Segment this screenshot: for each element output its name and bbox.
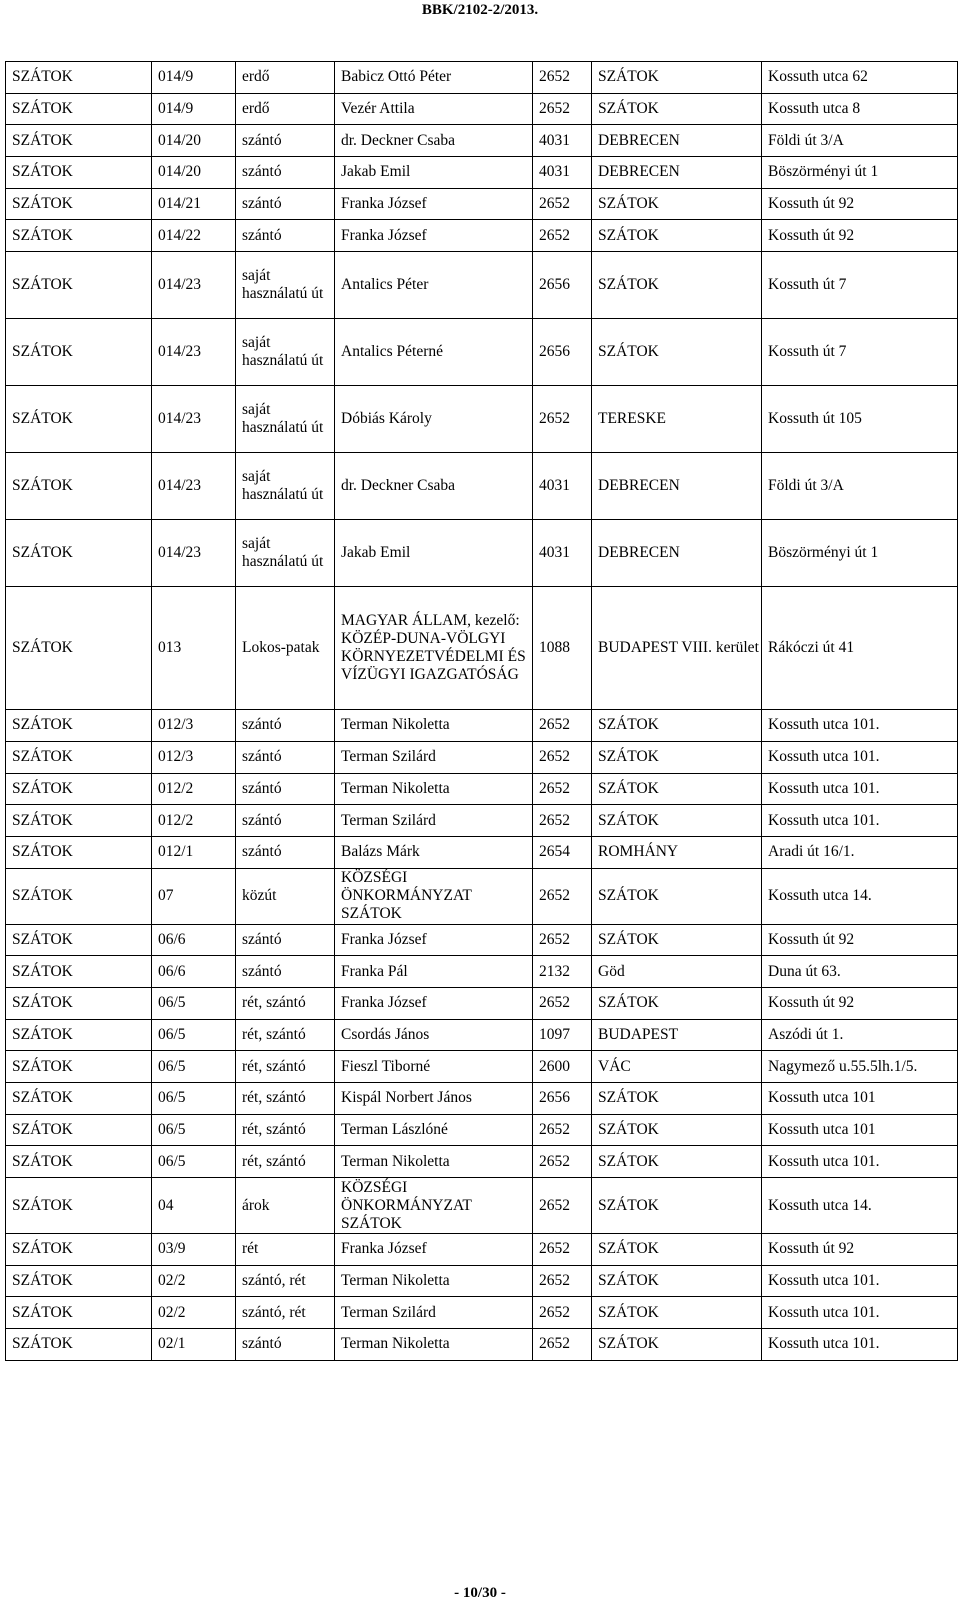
- settlement-cell: SZÁTOK: [6, 773, 152, 805]
- settlement-cell: SZÁTOK: [6, 1114, 152, 1146]
- parcel-cell: 014/23: [152, 453, 236, 520]
- cultivation-cell: szántó: [236, 1329, 335, 1361]
- table-row: [6, 1178, 958, 1234]
- zip-cell: 2654: [533, 836, 592, 868]
- city-cell: BUDAPEST: [592, 1019, 762, 1051]
- zip-cell: 2652: [533, 741, 592, 773]
- parcel-cell: 014/9: [152, 93, 236, 125]
- address-cell: Kossuth utca 101.: [762, 1265, 958, 1297]
- settlement-cell: SZÁTOK: [6, 587, 152, 710]
- address-cell: Aradi út 16/1.: [762, 836, 958, 868]
- parcel-cell: 06/5: [152, 1019, 236, 1051]
- city-cell: SZÁTOK: [592, 1265, 762, 1297]
- city-cell: SZÁTOK: [592, 924, 762, 956]
- owner-cell: Jakab Emil: [335, 520, 533, 587]
- city-cell: SZÁTOK: [592, 773, 762, 805]
- address-cell: Duna út 63.: [762, 956, 958, 988]
- zip-cell: 2652: [533, 1178, 592, 1234]
- table-row: [6, 1297, 958, 1329]
- parcel-cell: 012/2: [152, 773, 236, 805]
- table-row: [6, 386, 958, 453]
- owner-cell: Dóbiás Károly: [335, 386, 533, 453]
- cultivation-cell: szántó: [236, 956, 335, 988]
- city-cell: SZÁTOK: [592, 1178, 762, 1234]
- settlement-cell: SZÁTOK: [6, 1019, 152, 1051]
- owner-cell: Kispál Norbert János: [335, 1083, 533, 1115]
- city-cell: BUDAPEST VIII. kerület: [592, 587, 762, 710]
- city-cell: SZÁTOK: [592, 62, 762, 94]
- cultivation-cell: saját használatú út: [236, 252, 335, 319]
- city-cell: SZÁTOK: [592, 220, 762, 252]
- cultivation-cell: szántó: [236, 773, 335, 805]
- cultivation-cell: árok: [236, 1178, 335, 1234]
- zip-cell: 2652: [533, 805, 592, 837]
- city-cell: SZÁTOK: [592, 805, 762, 837]
- address-cell: Nagymező u.55.5lh.1/5.: [762, 1051, 958, 1083]
- settlement-cell: SZÁTOK: [6, 956, 152, 988]
- address-cell: Kossuth út 7: [762, 252, 958, 319]
- parcel-cell: 02/2: [152, 1265, 236, 1297]
- owner-cell: Fieszl Tiborné: [335, 1051, 533, 1083]
- zip-cell: 2652: [533, 987, 592, 1019]
- settlement-cell: SZÁTOK: [6, 386, 152, 453]
- city-cell: VÁC: [592, 1051, 762, 1083]
- city-cell: SZÁTOK: [592, 741, 762, 773]
- settlement-cell: SZÁTOK: [6, 1051, 152, 1083]
- owner-cell: Terman Nikoletta: [335, 773, 533, 805]
- table-row: [6, 520, 958, 587]
- table-row: [6, 319, 958, 386]
- cultivation-cell: szántó: [236, 710, 335, 742]
- address-cell: Kossuth utca 101.: [762, 710, 958, 742]
- table-row: [6, 157, 958, 189]
- table-row: [6, 220, 958, 252]
- zip-cell: 2600: [533, 1051, 592, 1083]
- parcel-cell: 06/6: [152, 956, 236, 988]
- address-cell: Kossuth utca 101.: [762, 1297, 958, 1329]
- parcel-cell: 06/5: [152, 987, 236, 1019]
- address-cell: Kossuth utca 101: [762, 1083, 958, 1115]
- city-cell: SZÁTOK: [592, 868, 762, 924]
- table-row: [6, 1051, 958, 1083]
- owners-table: [5, 61, 958, 1361]
- cultivation-cell: saját használatú út: [236, 319, 335, 386]
- owner-cell: Balázs Márk: [335, 836, 533, 868]
- cultivation-cell: szántó: [236, 741, 335, 773]
- parcel-cell: 014/21: [152, 188, 236, 220]
- address-cell: Kossuth utca 101.: [762, 773, 958, 805]
- address-cell: Földi út 3/A: [762, 125, 958, 157]
- city-cell: SZÁTOK: [592, 1329, 762, 1361]
- city-cell: ROMHÁNY: [592, 836, 762, 868]
- table-row: [6, 987, 958, 1019]
- cultivation-cell: Lokos-patak: [236, 587, 335, 710]
- settlement-cell: SZÁTOK: [6, 805, 152, 837]
- address-cell: Kossuth utca 8: [762, 93, 958, 125]
- owner-cell: Terman Szilárd: [335, 1297, 533, 1329]
- parcel-cell: 06/5: [152, 1146, 236, 1178]
- city-cell: SZÁTOK: [592, 987, 762, 1019]
- table-row: [6, 1083, 958, 1115]
- settlement-cell: SZÁTOK: [6, 93, 152, 125]
- zip-cell: 2652: [533, 1114, 592, 1146]
- settlement-cell: SZÁTOK: [6, 453, 152, 520]
- zip-cell: 4031: [533, 157, 592, 189]
- owner-cell: Babicz Ottó Péter: [335, 62, 533, 94]
- cultivation-cell: szántó: [236, 220, 335, 252]
- owner-cell: Terman Szilárd: [335, 805, 533, 837]
- owner-cell: KÖZSÉGI ÖNKORMÁNYZAT SZÁTOK: [335, 1178, 533, 1234]
- address-cell: Kossuth út 92: [762, 1234, 958, 1266]
- zip-cell: 2652: [533, 1234, 592, 1266]
- address-cell: Kossuth út 92: [762, 220, 958, 252]
- zip-cell: 2132: [533, 956, 592, 988]
- table-row: [6, 1114, 958, 1146]
- owner-cell: Franka Pál: [335, 956, 533, 988]
- address-cell: Kossuth utca 14.: [762, 868, 958, 924]
- settlement-cell: SZÁTOK: [6, 1178, 152, 1234]
- zip-cell: 1097: [533, 1019, 592, 1051]
- zip-cell: 2652: [533, 386, 592, 453]
- cultivation-cell: rét, szántó: [236, 1146, 335, 1178]
- parcel-cell: 014/9: [152, 62, 236, 94]
- parcel-cell: 06/5: [152, 1114, 236, 1146]
- city-cell: SZÁTOK: [592, 93, 762, 125]
- city-cell: SZÁTOK: [592, 1234, 762, 1266]
- table-row: [6, 1329, 958, 1361]
- city-cell: SZÁTOK: [592, 1146, 762, 1178]
- settlement-cell: SZÁTOK: [6, 125, 152, 157]
- parcel-cell: 02/1: [152, 1329, 236, 1361]
- settlement-cell: SZÁTOK: [6, 987, 152, 1019]
- address-cell: Kossuth utca 101.: [762, 805, 958, 837]
- settlement-cell: SZÁTOK: [6, 520, 152, 587]
- cultivation-cell: szántó, rét: [236, 1297, 335, 1329]
- owner-cell: Franka József: [335, 987, 533, 1019]
- city-cell: SZÁTOK: [592, 188, 762, 220]
- address-cell: Böszörményi út 1: [762, 520, 958, 587]
- table-row: [6, 188, 958, 220]
- city-cell: SZÁTOK: [592, 710, 762, 742]
- zip-cell: 2652: [533, 93, 592, 125]
- zip-cell: 2652: [533, 868, 592, 924]
- address-cell: Kossuth út 92: [762, 987, 958, 1019]
- zip-cell: 2656: [533, 1083, 592, 1115]
- owner-cell: Franka József: [335, 220, 533, 252]
- address-cell: Kossuth utca 101.: [762, 1329, 958, 1361]
- table-row: [6, 741, 958, 773]
- parcel-cell: 012/3: [152, 710, 236, 742]
- table-row: [6, 93, 958, 125]
- zip-cell: 2652: [533, 1146, 592, 1178]
- parcel-cell: 014/23: [152, 252, 236, 319]
- table-row: [6, 868, 958, 924]
- city-cell: DEBRECEN: [592, 157, 762, 189]
- owner-cell: Terman Nikoletta: [335, 1146, 533, 1178]
- table-row: [6, 805, 958, 837]
- address-cell: Kossuth út 92: [762, 924, 958, 956]
- settlement-cell: SZÁTOK: [6, 741, 152, 773]
- zip-cell: 4031: [533, 453, 592, 520]
- address-cell: Kossuth út 7: [762, 319, 958, 386]
- zip-cell: 2652: [533, 220, 592, 252]
- zip-cell: 2652: [533, 710, 592, 742]
- parcel-cell: 014/20: [152, 125, 236, 157]
- parcel-cell: 07: [152, 868, 236, 924]
- parcel-cell: 014/20: [152, 157, 236, 189]
- parcel-cell: 012/1: [152, 836, 236, 868]
- zip-cell: 2652: [533, 1265, 592, 1297]
- table-row: [6, 587, 958, 710]
- cultivation-cell: szántó: [236, 836, 335, 868]
- table-row: [6, 956, 958, 988]
- settlement-cell: SZÁTOK: [6, 62, 152, 94]
- city-cell: DEBRECEN: [592, 520, 762, 587]
- parcel-cell: 013: [152, 587, 236, 710]
- cultivation-cell: szántó: [236, 157, 335, 189]
- owner-cell: KÖZSÉGI ÖNKORMÁNYZAT SZÁTOK: [335, 868, 533, 924]
- parcel-cell: 04: [152, 1178, 236, 1234]
- cultivation-cell: rét: [236, 1234, 335, 1266]
- address-cell: Aszódi út 1.: [762, 1019, 958, 1051]
- settlement-cell: SZÁTOK: [6, 1329, 152, 1361]
- zip-cell: 4031: [533, 125, 592, 157]
- parcel-cell: 014/23: [152, 319, 236, 386]
- city-cell: Göd: [592, 956, 762, 988]
- city-cell: DEBRECEN: [592, 453, 762, 520]
- cultivation-cell: szántó: [236, 924, 335, 956]
- city-cell: SZÁTOK: [592, 1083, 762, 1115]
- zip-cell: 2652: [533, 773, 592, 805]
- address-cell: Kossuth utca 101: [762, 1114, 958, 1146]
- parcel-cell: 06/6: [152, 924, 236, 956]
- owner-cell: Terman Lászlóné: [335, 1114, 533, 1146]
- cultivation-cell: erdő: [236, 62, 335, 94]
- settlement-cell: SZÁTOK: [6, 868, 152, 924]
- parcel-cell: 014/23: [152, 386, 236, 453]
- table-row: [6, 773, 958, 805]
- cultivation-cell: szántó: [236, 188, 335, 220]
- settlement-cell: SZÁTOK: [6, 1083, 152, 1115]
- cultivation-cell: rét, szántó: [236, 1051, 335, 1083]
- owners-table-body: [6, 62, 958, 1361]
- table-row: [6, 62, 958, 94]
- cultivation-cell: rét, szántó: [236, 1083, 335, 1115]
- zip-cell: 2656: [533, 252, 592, 319]
- parcel-cell: 014/22: [152, 220, 236, 252]
- settlement-cell: SZÁTOK: [6, 1265, 152, 1297]
- settlement-cell: SZÁTOK: [6, 924, 152, 956]
- settlement-cell: SZÁTOK: [6, 157, 152, 189]
- owner-cell: Csordás János: [335, 1019, 533, 1051]
- cultivation-cell: erdő: [236, 93, 335, 125]
- address-cell: Rákóczi út 41: [762, 587, 958, 710]
- city-cell: SZÁTOK: [592, 252, 762, 319]
- settlement-cell: SZÁTOK: [6, 319, 152, 386]
- table-row: [6, 252, 958, 319]
- parcel-cell: 02/2: [152, 1297, 236, 1329]
- owner-cell: Franka József: [335, 1234, 533, 1266]
- zip-cell: 4031: [533, 520, 592, 587]
- settlement-cell: SZÁTOK: [6, 836, 152, 868]
- zip-cell: 2652: [533, 62, 592, 94]
- parcel-cell: 012/3: [152, 741, 236, 773]
- address-cell: Kossuth utca 101.: [762, 741, 958, 773]
- address-cell: Böszörményi út 1: [762, 157, 958, 189]
- cultivation-cell: rét, szántó: [236, 1114, 335, 1146]
- table-row: [6, 1265, 958, 1297]
- owner-cell: Franka József: [335, 188, 533, 220]
- city-cell: SZÁTOK: [592, 1297, 762, 1329]
- table-row: [6, 710, 958, 742]
- address-cell: Földi út 3/A: [762, 453, 958, 520]
- cultivation-cell: saját használatú út: [236, 453, 335, 520]
- city-cell: DEBRECEN: [592, 125, 762, 157]
- cultivation-cell: szántó, rét: [236, 1265, 335, 1297]
- settlement-cell: SZÁTOK: [6, 252, 152, 319]
- owner-cell: Antalics Péterné: [335, 319, 533, 386]
- address-cell: Kossuth utca 14.: [762, 1178, 958, 1234]
- cultivation-cell: saját használatú út: [236, 386, 335, 453]
- settlement-cell: SZÁTOK: [6, 1146, 152, 1178]
- table-row: [6, 924, 958, 956]
- city-cell: SZÁTOK: [592, 1114, 762, 1146]
- parcel-cell: 06/5: [152, 1083, 236, 1115]
- cultivation-cell: rét, szántó: [236, 1019, 335, 1051]
- owner-cell: Jakab Emil: [335, 157, 533, 189]
- table-row: [6, 1234, 958, 1266]
- owner-cell: MAGYAR ÁLLAM, kezelő: KÖZÉP-DUNA-VÖLGYI KÖRNYEZETVÉDELMI ÉS VÍZÜGYI IGAZGATÓSÁG: [335, 587, 533, 710]
- address-cell: Kossuth út 92: [762, 188, 958, 220]
- zip-cell: 1088: [533, 587, 592, 710]
- owner-cell: Terman Szilárd: [335, 741, 533, 773]
- cultivation-cell: rét, szántó: [236, 987, 335, 1019]
- zip-cell: 2652: [533, 1297, 592, 1329]
- address-cell: Kossuth utca 62: [762, 62, 958, 94]
- zip-cell: 2652: [533, 1329, 592, 1361]
- table-row: [6, 1019, 958, 1051]
- zip-cell: 2652: [533, 188, 592, 220]
- city-cell: SZÁTOK: [592, 319, 762, 386]
- settlement-cell: SZÁTOK: [6, 188, 152, 220]
- cultivation-cell: szántó: [236, 805, 335, 837]
- parcel-cell: 06/5: [152, 1051, 236, 1083]
- settlement-cell: SZÁTOK: [6, 710, 152, 742]
- table-row: [6, 1146, 958, 1178]
- owner-cell: Terman Nikoletta: [335, 710, 533, 742]
- document-reference: BBK/2102-2/2013.: [421, 2, 539, 18]
- owner-cell: dr. Deckner Csaba: [335, 125, 533, 157]
- table-row: [6, 125, 958, 157]
- parcel-cell: 014/23: [152, 520, 236, 587]
- address-cell: Kossuth út 105: [762, 386, 958, 453]
- table-row: [6, 836, 958, 868]
- address-cell: Kossuth utca 101.: [762, 1146, 958, 1178]
- cultivation-cell: szántó: [236, 125, 335, 157]
- parcel-cell: 012/2: [152, 805, 236, 837]
- page-number: - 10/30 -: [454, 1585, 506, 1601]
- owner-cell: dr. Deckner Csaba: [335, 453, 533, 520]
- city-cell: TERESKE: [592, 386, 762, 453]
- cultivation-cell: közút: [236, 868, 335, 924]
- cultivation-cell: saját használatú út: [236, 520, 335, 587]
- owner-cell: Antalics Péter: [335, 252, 533, 319]
- zip-cell: 2652: [533, 924, 592, 956]
- settlement-cell: SZÁTOK: [6, 1297, 152, 1329]
- owner-cell: Vezér Attila: [335, 93, 533, 125]
- zip-cell: 2656: [533, 319, 592, 386]
- settlement-cell: SZÁTOK: [6, 1234, 152, 1266]
- owner-cell: Terman Nikoletta: [335, 1329, 533, 1361]
- owner-cell: Terman Nikoletta: [335, 1265, 533, 1297]
- settlement-cell: SZÁTOK: [6, 220, 152, 252]
- parcel-cell: 03/9: [152, 1234, 236, 1266]
- owner-cell: Franka József: [335, 924, 533, 956]
- table-row: [6, 453, 958, 520]
